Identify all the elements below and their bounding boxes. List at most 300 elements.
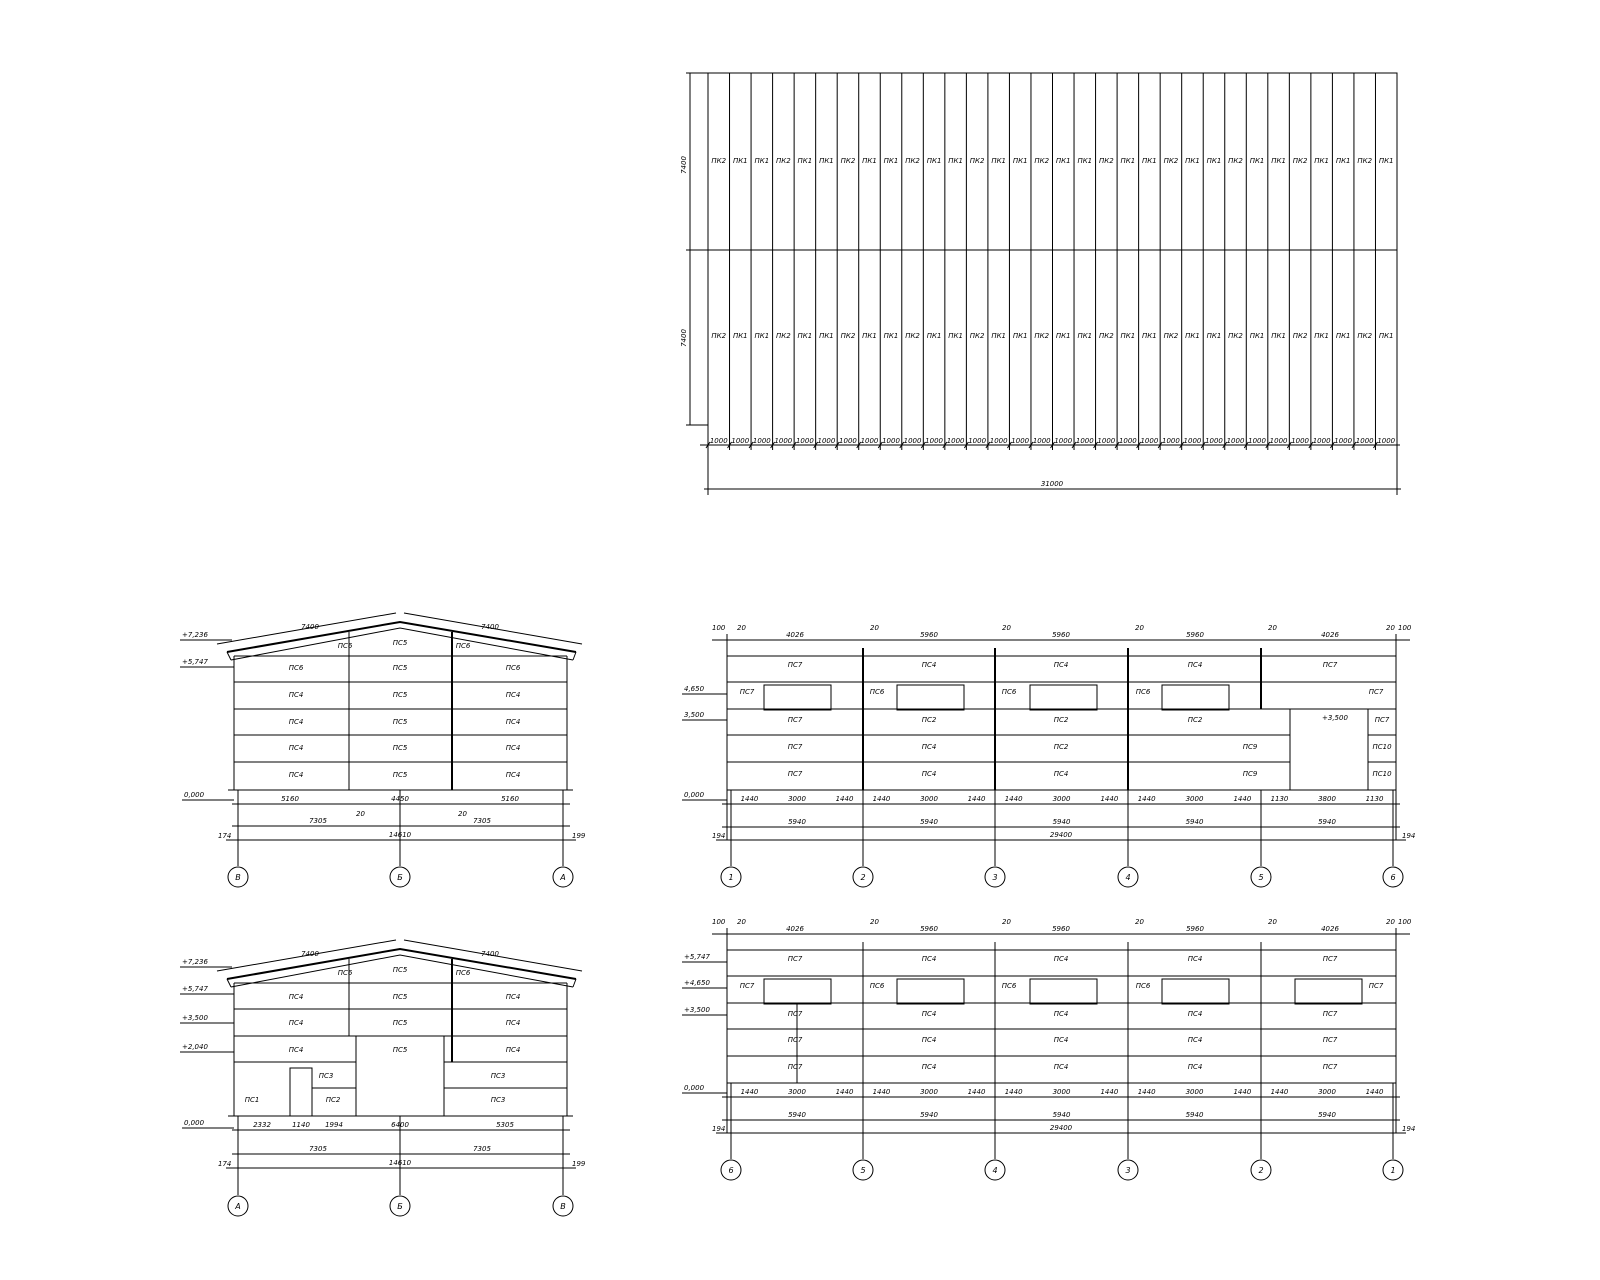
roof-width-label: 1000 (1291, 437, 1310, 445)
long2-panel-label: ПС7 (1322, 1010, 1338, 1018)
gable1-roof-end-left (227, 652, 231, 660)
gable2-top-panel: ПС6 (455, 969, 471, 977)
roof-width-label: 1000 (946, 437, 965, 445)
long1-dim: 3000 (1052, 795, 1071, 803)
gable2-mark-eave: +5,747 (182, 985, 208, 993)
roof-width-label: 1000 (1226, 437, 1245, 445)
gable1-slope-right-label: 7400 (481, 623, 499, 631)
long2-total: 29400 (1049, 1124, 1073, 1132)
long2-axis-label: 4 (992, 1166, 998, 1175)
gable2-low-panel: ПС1 (244, 1096, 260, 1104)
long1-dim: 1130 (1270, 795, 1289, 803)
gable1-edge-right: 199 (572, 832, 586, 840)
roof-width-label: 1000 (1355, 437, 1374, 445)
gable1-mark-eave: +5,747 (182, 658, 208, 666)
gable2-roof-outline (227, 949, 576, 979)
long1-axis-label: 6 (1390, 873, 1396, 882)
long1-dim: 3800 (1318, 795, 1336, 803)
gable1-dim: 4450 (391, 795, 409, 803)
gable1-dim: 5160 (281, 795, 299, 803)
roof-height-top-label: 7400 (680, 156, 688, 174)
gable2-axis-label: В (560, 1202, 566, 1211)
long2-top-dim: 4026 (786, 925, 804, 933)
gable2-low-panel: ПС3 (490, 1072, 506, 1080)
gable1-mark-ridge: +7,236 (182, 631, 208, 639)
long2-axis-label: 1 (1390, 1166, 1396, 1175)
long2-panel-label: ПС4 (1187, 1063, 1203, 1071)
long2-dim: 3000 (920, 1088, 938, 1096)
roof-panel-label: ПК1 (1378, 332, 1394, 340)
roof-panel-label: ПК2 (969, 157, 985, 165)
gable2-panel-label: ПС4 (288, 1019, 304, 1027)
long1-gate-mark: +3,500 (1322, 714, 1348, 722)
long1-dim: 5940 (1185, 818, 1204, 826)
long2-dim: 1440 (1233, 1088, 1252, 1096)
roof-width-label: 1000 (839, 437, 857, 445)
roof-panel-label: ПК2 (1292, 332, 1308, 340)
roof-panel-label: ПК1 (1271, 157, 1286, 165)
roof-panel-label: ПК1 (1012, 157, 1028, 165)
roof-width-label: 1000 (903, 437, 922, 445)
long2-dim: 1440 (1004, 1088, 1023, 1096)
long1-level-mark: 0,000 (684, 791, 705, 799)
long2-panel-label: ПС7 (787, 955, 803, 963)
long2-panel-label: ПС4 (1187, 1010, 1203, 1018)
roof-panel-label: ПК1 (1249, 332, 1265, 340)
long2-top-dim: 5960 (920, 925, 938, 933)
roof-width-label: 1000 (1183, 437, 1202, 445)
long2-gap-dim: 20 (1135, 918, 1144, 926)
long1-panel-label: ПС2 (1053, 743, 1069, 751)
long2-panel-label: ПС7 (1368, 982, 1384, 990)
long1-panel-label: ПС4 (1053, 770, 1069, 778)
gable2-low-panel: ПС3 (490, 1096, 506, 1104)
long1-total: 29400 (1049, 831, 1073, 839)
gable2-roof-end-left (227, 979, 231, 987)
roof-panel-label: ПК2 (711, 332, 727, 340)
long1-dim: 5940 (1318, 818, 1336, 826)
long2-panel-label: ПС7 (787, 1036, 803, 1044)
gable1-edge-left: 174 (218, 832, 232, 840)
gable1-panel-label: ПС4 (505, 744, 521, 752)
long2-gap-dim: 20 (870, 918, 879, 926)
roof-panel-label: ПК2 (1034, 157, 1050, 165)
long1-panel-label: ПС7 (1368, 688, 1384, 696)
gable2-dim: 1994 (325, 1121, 343, 1129)
long-elevation-2 (682, 918, 1415, 1180)
roof-total-label: 31000 (1040, 480, 1064, 488)
long1-panel-label: ПС4 (921, 770, 937, 778)
long2-dim: 3000 (1185, 1088, 1204, 1096)
roof-width-label: 1000 (817, 437, 836, 445)
roof-panel-label: ПК2 (1098, 157, 1114, 165)
gable1-top-panel: ПС6 (337, 642, 353, 650)
long2-top-dim: 5960 (1052, 925, 1070, 933)
roof-panel-label: ПК1 (754, 157, 770, 165)
long1-panel-label: ПС7 (739, 688, 755, 696)
roof-panel-label: ПК1 (1314, 157, 1329, 165)
roof-panel-label: ПК1 (732, 332, 748, 340)
long2-panel-label: ПС7 (739, 982, 755, 990)
long1-panel-label: ПС2 (1053, 716, 1069, 724)
roof-width-label: 1000 (989, 437, 1008, 445)
roof-panel-label: ПК1 (1185, 332, 1200, 340)
long1-dim: 3000 (920, 795, 938, 803)
gable1-panel-label: ПС5 (392, 771, 408, 779)
long1-dim: 1440 (1004, 795, 1023, 803)
long1-panel-label: ПС2 (921, 716, 937, 724)
long1-panel-label: ПС7 (1374, 716, 1390, 724)
long2-window (1295, 979, 1362, 1004)
long2-dim: 1440 (967, 1088, 986, 1096)
long2-dim: 5940 (920, 1111, 938, 1119)
gable1-panel-label: ПС4 (505, 718, 521, 726)
gable1-axis-label: А (560, 873, 566, 882)
long1-panel-label: ПС6 (1001, 688, 1017, 696)
gable1-dim: 7305 (473, 817, 491, 825)
roof-panel-label: ПК1 (883, 157, 899, 165)
long2-dim: 1440 (740, 1088, 759, 1096)
long1-top-dim: 5960 (1186, 631, 1204, 639)
roof-panel-label: ПК2 (1034, 332, 1050, 340)
long2-panel-label: ПС4 (1053, 1010, 1069, 1018)
long-elevation-1 (682, 624, 1415, 887)
long2-panel-label: ПС4 (1187, 1036, 1203, 1044)
long1-panel-label: ПС10 (1372, 743, 1392, 751)
gable2-dim: 1140 (292, 1121, 310, 1129)
gable1-panel-label: ПС5 (392, 744, 408, 752)
long1-dim: 1440 (835, 795, 854, 803)
gable2-mark-window: +2,040 (182, 1043, 208, 1051)
gable2-top-panel: ПС5 (392, 966, 408, 974)
roof-panel-label: ПК2 (776, 332, 791, 340)
long1-dim: 1440 (1233, 795, 1252, 803)
long2-panel-label: ПС4 (1187, 955, 1203, 963)
long2-dim: 1440 (872, 1088, 891, 1096)
gable1-panel-label: ПС4 (288, 771, 304, 779)
roof-width-label: 1000 (1032, 437, 1051, 445)
roof-width-label: 1000 (860, 437, 879, 445)
long2-panel-label: ПС4 (1053, 955, 1069, 963)
long1-dim: 5940 (1052, 818, 1071, 826)
roof-panel-label: ПК1 (1314, 332, 1329, 340)
long1-axis-label: 4 (1125, 873, 1131, 882)
gable2-edge-right: 199 (572, 1160, 586, 1168)
roof-panel-label: ПК2 (1163, 332, 1179, 340)
gable1-top-panel: ПС6 (455, 642, 471, 650)
long2-level-mark: +4,650 (684, 979, 710, 987)
gable1-panel-label: ПС4 (288, 691, 304, 699)
long1-dim: 5940 (788, 818, 806, 826)
long2-panel-label: ПС6 (1135, 982, 1151, 990)
long1-gap-dim: 20 (737, 624, 746, 632)
roof-height-bottom-label: 7400 (680, 329, 688, 347)
roof-width-label: 1000 (1377, 437, 1396, 445)
gable2-door-opening (290, 1068, 312, 1116)
long2-dim: 3000 (1318, 1088, 1336, 1096)
roof-panel-label: ПК1 (926, 332, 942, 340)
gable2-axis-label: А (235, 1202, 241, 1211)
long2-window (897, 979, 964, 1004)
long2-top-dim: 4026 (1321, 925, 1339, 933)
roof-width-label: 1000 (968, 437, 987, 445)
roof-panel-label: ПК2 (905, 332, 920, 340)
gable-elevation-1 (180, 613, 586, 887)
gable2-dim: 5305 (496, 1121, 514, 1129)
roof-panel-label: ПК1 (1249, 157, 1265, 165)
long2-window (1030, 979, 1097, 1004)
long1-gap-dim: 20 (1002, 624, 1011, 632)
long2-dim: 1440 (1270, 1088, 1289, 1096)
gable2-axis-label: Б (397, 1202, 403, 1211)
gable1-panel-label: ПС6 (505, 664, 521, 672)
gable2-panel-label: ПС4 (505, 1046, 521, 1054)
long2-panel-label: ПС7 (787, 1010, 803, 1018)
gable1-panel-label: ПС6 (288, 664, 304, 672)
long2-axis-label: 6 (728, 1166, 734, 1175)
gable2-dim: 7305 (473, 1145, 491, 1153)
long1-top-dim: 5960 (920, 631, 938, 639)
roof-panel-label: ПК1 (883, 332, 899, 340)
roof-panel-label: ПК1 (1335, 157, 1351, 165)
long1-panel-label: ПС4 (1187, 661, 1203, 669)
roof-panel-label: ПК2 (1357, 157, 1373, 165)
roof-panel-label: ПК1 (797, 332, 813, 340)
roof-panel-label: ПК2 (1098, 332, 1114, 340)
long2-panel-label: ПС4 (1053, 1036, 1069, 1044)
long1-edge-dim: 194 (1402, 832, 1416, 840)
roof-panel-label: ПК1 (1142, 332, 1157, 340)
roof-width-label: 1000 (774, 437, 793, 445)
roof-panel-label: ПК1 (991, 157, 1007, 165)
long2-level-mark: +3,500 (684, 1006, 710, 1014)
long1-level-mark: 4,650 (684, 685, 705, 693)
gable1-total: 14610 (388, 831, 412, 839)
roof-panel-label: ПК2 (905, 157, 920, 165)
roof-panel-label: ПК2 (1228, 157, 1243, 165)
roof-width-label: 1000 (1140, 437, 1159, 445)
gable1-panel-label: ПС4 (288, 718, 304, 726)
long2-edge-top-dim: 100 (712, 918, 726, 926)
roof-width-label: 1000 (795, 437, 814, 445)
gable1-panel-label: ПС4 (288, 744, 304, 752)
roof-panel-label: ПК1 (1271, 332, 1286, 340)
long2-dim: 1440 (1100, 1088, 1119, 1096)
long1-panel-label: ПС4 (921, 661, 937, 669)
gable1-panel-label: ПС4 (505, 771, 521, 779)
roof-panel-label: ПК1 (1378, 157, 1394, 165)
long1-panel-label: ПС7 (1322, 661, 1338, 669)
roof-panel-label: ПК2 (711, 157, 727, 165)
roof-panel-label: ПК1 (819, 157, 834, 165)
long2-gap-dim: 20 (1268, 918, 1277, 926)
long1-gap-dim: 20 (870, 624, 879, 632)
long2-dim: 1440 (1137, 1088, 1156, 1096)
long1-gap-dim: 20 (1268, 624, 1277, 632)
long2-panel-label: ПС4 (921, 1036, 937, 1044)
roof-panel-label: ПК1 (1120, 332, 1136, 340)
long2-panel-label: ПС6 (869, 982, 885, 990)
gable2-panel-label: ПС5 (392, 1019, 408, 1027)
gable2-mark-door: +3,500 (182, 1014, 208, 1022)
gable2-slope-right-label: 7400 (481, 950, 499, 958)
long1-dim: 3000 (1185, 795, 1204, 803)
roof-panel-label: ПК1 (754, 332, 770, 340)
long1-dim: 5940 (920, 818, 938, 826)
long1-panel-label: ПС7 (787, 743, 803, 751)
long1-top-dim: 4026 (1321, 631, 1339, 639)
long2-level-mark: +5,747 (684, 953, 710, 961)
long2-panel-label: ПС7 (1322, 1036, 1338, 1044)
long1-dim: 3000 (788, 795, 806, 803)
roof-panel-label: ПК2 (1228, 332, 1243, 340)
long2-dim: 5940 (788, 1111, 806, 1119)
long1-edge-top-dim: 100 (1398, 624, 1412, 632)
roof-panel-label: ПК2 (1357, 332, 1373, 340)
roof-width-label: 1000 (1011, 437, 1030, 445)
roof-panel-label: ПК1 (991, 332, 1007, 340)
roof-panel-label: ПК1 (732, 157, 748, 165)
roof-panel-label: ПК2 (840, 157, 856, 165)
long1-axis-label: 3 (992, 873, 998, 882)
roof-panel-label: ПК1 (1055, 157, 1071, 165)
gable1-panel-label: ПС5 (392, 664, 408, 672)
roof-width-label: 1000 (925, 437, 943, 445)
gable2-roof-end-right (573, 979, 576, 987)
roof-panel-label: ПК1 (1206, 332, 1222, 340)
gable1-gap-dim: 20 (356, 810, 365, 818)
long1-window (764, 685, 831, 710)
long1-panel-label: ПС7 (787, 661, 803, 669)
gable2-dim: 6400 (391, 1121, 409, 1129)
long2-dim: 1440 (835, 1088, 854, 1096)
roof-width-label: 1000 (1054, 437, 1073, 445)
gable2-panel-label: ПС5 (392, 993, 408, 1001)
long1-dim: 1440 (740, 795, 759, 803)
long1-window (1162, 685, 1229, 710)
long2-axis-label: 2 (1258, 1166, 1264, 1175)
long1-dim: 1440 (1137, 795, 1156, 803)
roof-width-label: 1000 (1334, 437, 1353, 445)
gable1-axis-label: В (235, 873, 241, 882)
gable1-panel-label: ПС5 (392, 718, 408, 726)
gable1-dim: 7305 (309, 817, 327, 825)
gable1-mark-zero: 0,000 (184, 791, 205, 799)
long1-panel-label: ПС9 (1242, 743, 1258, 751)
roof-width-label: 1000 (752, 437, 771, 445)
roof-panel-label: ПК1 (1335, 332, 1351, 340)
roof-panel-label: ПК1 (1055, 332, 1071, 340)
long1-panel-label: ПС4 (921, 743, 937, 751)
roof-panel-label: ПК1 (948, 332, 963, 340)
gable2-low-panel: ПС2 (325, 1096, 341, 1104)
long2-dim: 1440 (1365, 1088, 1384, 1096)
long1-dim: 1440 (1100, 795, 1119, 803)
long2-gap-dim: 20 (737, 918, 746, 926)
roof-panel-label: ПК1 (948, 157, 963, 165)
gable2-panel-label: ПС5 (392, 1046, 408, 1054)
gable1-top-panel: ПС5 (392, 639, 408, 647)
long1-axis-label: 5 (1258, 873, 1264, 882)
long2-level-mark: 0,000 (684, 1084, 705, 1092)
long2-window (1162, 979, 1229, 1004)
long1-window (1030, 685, 1097, 710)
long1-panel-label: ПС7 (787, 770, 803, 778)
long1-window (897, 685, 964, 710)
long1-panel-label: ПС7 (787, 716, 803, 724)
gable1-slope-left-label: 7400 (301, 623, 319, 631)
long2-top-dim: 5960 (1186, 925, 1204, 933)
long2-window (764, 979, 831, 1004)
roof-panel-label: ПК1 (1012, 332, 1028, 340)
roof-panel-label: ПК2 (776, 157, 791, 165)
long1-gap-dim: 20 (1135, 624, 1144, 632)
gable1-gap-dim: 20 (458, 810, 467, 818)
roof-width-label: 1000 (882, 437, 900, 445)
long2-panel-label: ПС7 (1322, 955, 1338, 963)
gable2-top-panel: ПС6 (337, 969, 353, 977)
roof-width-label: 1000 (1162, 437, 1180, 445)
roof-width-label: 1000 (1205, 437, 1223, 445)
roof-panel-label: ПК2 (969, 332, 985, 340)
roof-panel-label: ПК1 (862, 332, 877, 340)
roof-panel-label: ПК1 (1120, 157, 1136, 165)
long2-axis-label: 3 (1125, 1166, 1131, 1175)
roof-panel-label: ПК1 (1142, 157, 1157, 165)
long1-axis-label: 2 (860, 873, 866, 882)
long2-panel-label: ПС4 (921, 1010, 937, 1018)
roof-width-label: 1000 (731, 437, 750, 445)
roof-panel-label: ПК1 (819, 332, 834, 340)
long1-top-dim: 5960 (1052, 631, 1070, 639)
gable2-mark-ridge: +7,236 (182, 958, 208, 966)
long1-edge-top-dim: 100 (712, 624, 726, 632)
long2-panel-label: ПС4 (921, 1063, 937, 1071)
roof-width-label: 1000 (1097, 437, 1116, 445)
long1-axis-label: 1 (728, 873, 734, 882)
long1-panel-label: ПС4 (1053, 661, 1069, 669)
gable2-panel-label: ПС4 (505, 993, 521, 1001)
gable2-panel-label: ПС4 (288, 993, 304, 1001)
gable2-mark-zero: 0,000 (184, 1119, 205, 1127)
long1-panel-label: ПС6 (869, 688, 885, 696)
gable1-axis-label: Б (397, 873, 403, 882)
long2-edge-top-dim: 100 (1398, 918, 1412, 926)
long2-dim: 3000 (1052, 1088, 1071, 1096)
long2-panel-label: ПС7 (787, 1063, 803, 1071)
gable2-slope-left-label: 7400 (301, 950, 319, 958)
long1-dim: 1130 (1365, 795, 1384, 803)
roof-width-label: 1000 (1312, 437, 1331, 445)
long2-dim: 5940 (1185, 1111, 1204, 1119)
long1-level-mark: 3,500 (684, 711, 705, 719)
gable2-low-panel: ПС3 (318, 1072, 334, 1080)
long1-top-dim: 4026 (786, 631, 804, 639)
long1-dim: 1440 (967, 795, 986, 803)
roof-plan (680, 73, 1401, 495)
long2-dim: 5940 (1318, 1111, 1336, 1119)
long1-panel-label: ПС9 (1242, 770, 1258, 778)
roof-panel-label: ПК2 (1292, 157, 1308, 165)
roof-panel-label: ПК2 (840, 332, 856, 340)
long2-panel-label: ПС4 (1053, 1063, 1069, 1071)
gable2-total: 14610 (388, 1159, 412, 1167)
roof-width-label: 1000 (709, 437, 728, 445)
long2-axis-label: 5 (860, 1166, 866, 1175)
gable2-panel-label: ПС4 (505, 1019, 521, 1027)
long2-gap-dim: 20 (1002, 918, 1011, 926)
roof-width-label: 1000 (1118, 437, 1137, 445)
